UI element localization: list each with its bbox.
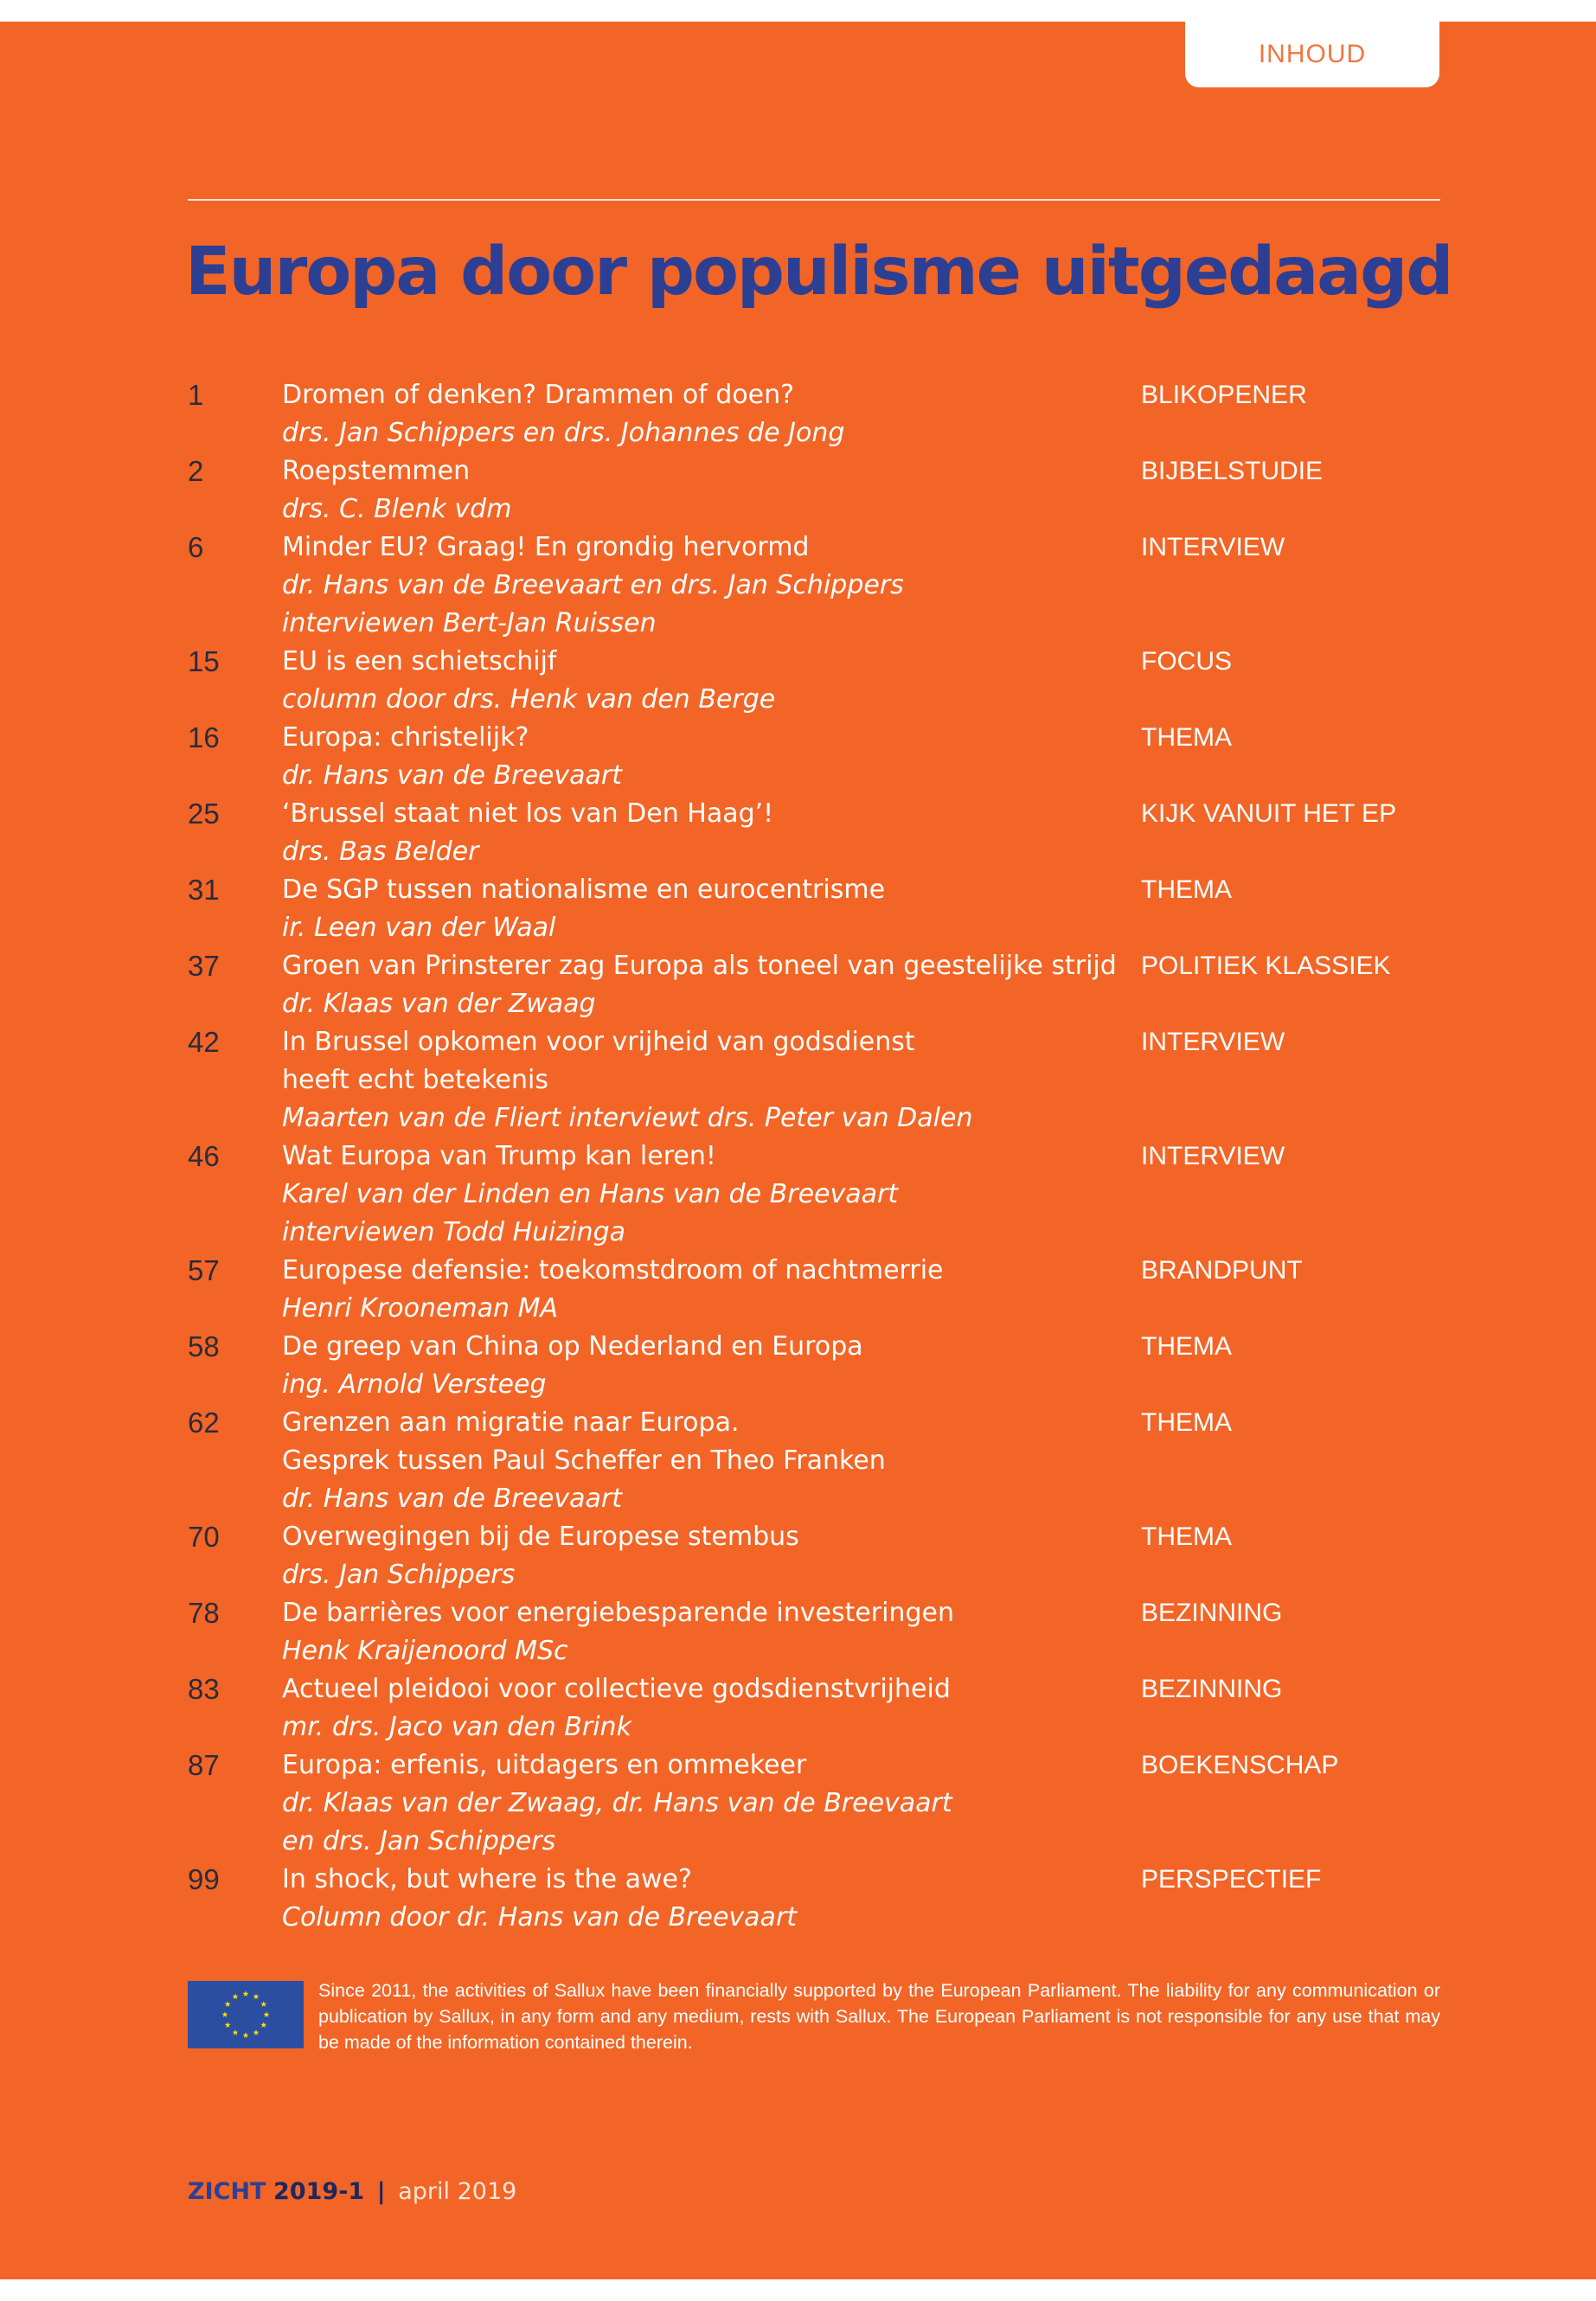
toc-page-number: 78 [188, 1597, 220, 1629]
toc-author: Henri Krooneman MA [282, 1293, 558, 1324]
toc-entry[interactable] [188, 871, 1440, 947]
toc-title: Groen van Prinsterer zag Europa als toneel van geestelijke strijd [282, 951, 1117, 981]
toc-title: Wat Europa van Trump kan leren! [282, 1141, 716, 1171]
footer-issue: 2019-1 [273, 2178, 365, 2205]
toc-page-number: 1 [188, 379, 204, 411]
page-background [0, 22, 1596, 2279]
toc-page-number: 70 [188, 1521, 220, 1553]
toc-author: ir. Leen van der Waal [282, 913, 556, 943]
toc-entry[interactable] [188, 1252, 1440, 1328]
toc-title: ‘Brussel staat niet los van Den Haag’! [282, 798, 774, 829]
toc-page-number: 2 [188, 455, 204, 487]
toc-author: dr. Hans van de Breevaart [282, 1484, 622, 1514]
toc-title: Dromen of denken? Drammen of doen? [282, 380, 795, 410]
toc-entry[interactable] [188, 1023, 1440, 1138]
toc-author: interviewen Bert-Jan Ruissen [282, 608, 657, 638]
toc-page-number: 46 [188, 1140, 220, 1172]
toc-page-number: 57 [188, 1254, 220, 1286]
toc-title: Europa: christelijk? [282, 722, 529, 753]
toc-category: BOEKENSCHAP [1141, 1751, 1339, 1779]
toc-category: INTERVIEW [1141, 533, 1285, 561]
toc-page-number: 15 [188, 645, 220, 677]
footer-magazine: ZICHT [188, 2178, 266, 2205]
footer [188, 2178, 516, 2205]
section-tab [1185, 22, 1439, 87]
toc-title: Europa: erfenis, uitdagers en ommekeer [282, 1750, 807, 1780]
toc-entry[interactable] [188, 1594, 1440, 1670]
toc-author: drs. Bas Belder [282, 836, 479, 867]
page-title: Europa door populisme uitgedaagd [185, 234, 1452, 311]
toc-category: BIJBELSTUDIE [1141, 457, 1324, 485]
toc-page-number: 37 [188, 950, 220, 982]
toc-author: ing. Arnold Versteeg [282, 1369, 547, 1400]
toc-title: De barrières voor energiebesparende investeringen [282, 1598, 954, 1628]
toc-author: Column door dr. Hans van de Breevaart [282, 1902, 798, 1932]
toc-title: EU is een schietschijf [282, 646, 557, 676]
toc-author: mr. drs. Jaco van den Brink [282, 1712, 631, 1742]
toc-page-number: 25 [188, 798, 220, 830]
toc-author: column door drs. Henk van den Berge [282, 684, 776, 715]
toc-page-number: 16 [188, 721, 220, 753]
toc-author: dr. Hans van de Breevaart en drs. Jan Schippers [282, 570, 904, 600]
toc-author: drs. C. Blenk vdm [282, 494, 512, 524]
toc-entry[interactable] [188, 1138, 1440, 1252]
toc-entry[interactable] [188, 795, 1440, 871]
toc-title: De SGP tussen nationalisme en eurocentrisme [282, 875, 886, 905]
toc-title: Roepstemmen [282, 456, 471, 486]
toc-author: Henk Kraijenoord MSc [282, 1636, 568, 1666]
toc-page-number: 83 [188, 1673, 220, 1705]
toc-entry[interactable] [188, 1747, 1440, 1861]
toc-entry[interactable] [188, 947, 1440, 1023]
toc-category: THEMA [1141, 1332, 1232, 1361]
toc-page-number: 99 [188, 1863, 220, 1895]
toc-author: drs. Jan Schippers [282, 1560, 516, 1590]
toc-category: INTERVIEW [1141, 1142, 1285, 1170]
toc-category: BRANDPUNT [1141, 1256, 1303, 1285]
toc-entry[interactable] [188, 1670, 1440, 1747]
toc-entry[interactable] [188, 719, 1440, 795]
toc-entry[interactable] [188, 1404, 1440, 1518]
toc-entry[interactable] [188, 643, 1440, 719]
toc-category: THEMA [1141, 875, 1232, 904]
toc-category: BEZINNING [1141, 1599, 1283, 1627]
toc-author: dr. Hans van de Breevaart [282, 760, 622, 791]
toc-entry[interactable] [188, 376, 1440, 452]
toc-title: Europese defensie: toekomstdroom of nachtmerrie [282, 1255, 944, 1285]
toc-entry[interactable] [188, 1518, 1440, 1594]
toc-category: BEZINNING [1141, 1675, 1283, 1703]
toc-category: KIJK VANUIT HET EP [1141, 799, 1397, 828]
title-divider [188, 199, 1440, 201]
toc-author: Maarten van de Fliert interviewt drs. Peter van Dalen [282, 1103, 973, 1133]
toc-category: THEMA [1141, 723, 1232, 752]
footer-date: april 2019 [398, 2178, 517, 2205]
toc-title: Actueel pleidooi voor collectieve godsdienstvrijheid [282, 1674, 951, 1704]
toc-entry[interactable] [188, 529, 1440, 643]
eu-flag-icon [188, 1981, 304, 2048]
toc-page-number: 62 [188, 1407, 220, 1439]
toc-title: In Brussel opkomen voor vrijheid van godsdienst [282, 1027, 915, 1057]
toc-title: Grenzen aan migratie naar Europa. [282, 1407, 740, 1438]
toc-title: Gesprek tussen Paul Scheffer en Theo Franken [282, 1445, 886, 1476]
toc-author: dr. Klaas van der Zwaag [282, 989, 596, 1019]
toc-category: INTERVIEW [1141, 1028, 1285, 1056]
toc-entry[interactable] [188, 1328, 1440, 1404]
toc-category: PERSPECTIEF [1141, 1865, 1322, 1894]
toc-author: interviewen Todd Huizinga [282, 1217, 626, 1247]
toc-category: BLIKOPENER [1141, 381, 1307, 409]
toc-entry[interactable] [188, 1861, 1440, 1937]
toc-title: De greep van China op Nederland en Europa [282, 1331, 863, 1362]
toc-entry[interactable] [188, 452, 1440, 529]
eu-disclaimer: Since 2011, the activities of Sallux have been financially supported by the European Parliament. The liability for any communication or publication by Sallux, in any form and any medium, rests with Sallux. The European Parliament is not responsible for any use that may be made of the information contained therein. [318, 1980, 1440, 2053]
toc-title: Overwegingen bij de Europese stembus [282, 1522, 799, 1552]
toc-title: In shock, but where is the awe? [282, 1864, 692, 1894]
toc-author: en drs. Jan Schippers [282, 1826, 556, 1856]
toc-title: heeft echt betekenis [282, 1065, 548, 1095]
toc-page-number: 58 [188, 1330, 220, 1362]
toc-author: drs. Jan Schippers en drs. Johannes de Jong [282, 418, 845, 448]
toc-page-number: 31 [188, 874, 220, 906]
toc-page-number: 42 [188, 1026, 220, 1058]
toc-title: Minder EU? Graag! En grondig hervormd [282, 532, 810, 562]
toc-page-number: 6 [188, 531, 204, 563]
toc-category: POLITIEK KLASSIEK [1141, 952, 1391, 980]
toc-author: dr. Klaas van der Zwaag, dr. Hans van de Breevaart [282, 1788, 952, 1818]
toc-category: THEMA [1141, 1408, 1232, 1437]
section-tab-label: INHOUD [1258, 40, 1367, 68]
toc-category: FOCUS [1141, 647, 1232, 676]
footer-separator: | [376, 2178, 386, 2205]
toc-author: Karel van der Linden en Hans van de Breevaart [282, 1179, 899, 1209]
table-of-contents [188, 376, 1440, 1937]
toc-page-number: 87 [188, 1749, 220, 1781]
toc-category: THEMA [1141, 1522, 1232, 1551]
